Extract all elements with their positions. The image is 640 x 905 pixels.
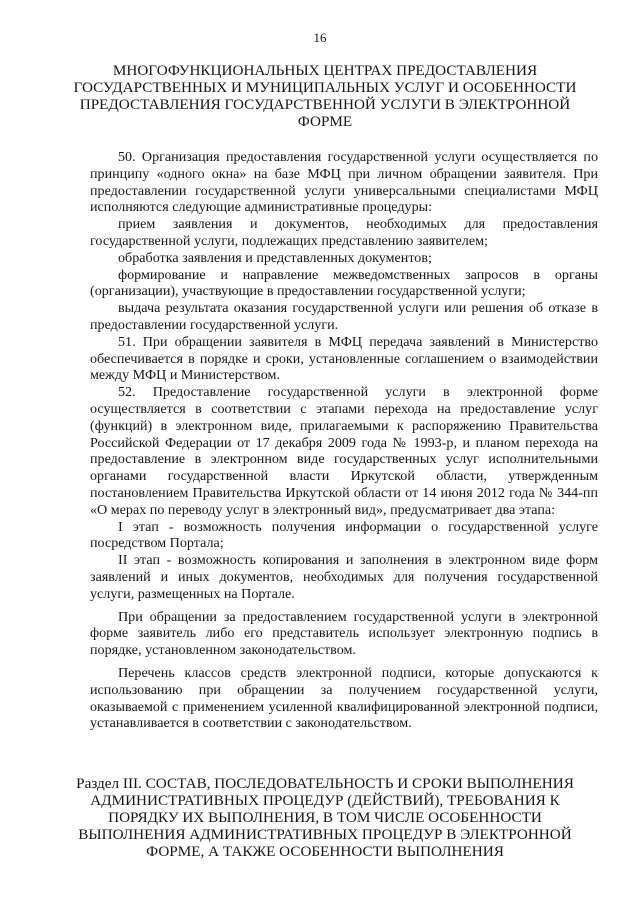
paragraph: При обращении за предоставлением государственной услуги в электронной форме заявитель либо его представитель использует электронную подпись в порядке, установленном законодательством. <box>90 608 598 659</box>
heading-line: ФОРМЕ <box>297 113 353 130</box>
heading-line: АДМИНИСТРАТИВНЫХ ПРОЦЕДУР (ДЕЙСТВИЙ), ТРЕБОВАНИЯ К <box>90 792 560 809</box>
paragraph-52: 52. Предоставление государственной услуги в электронной форме осуществляется в соответствии с этапами перехода на предоставление услуг (функций) в электронном виде, прилагаемыми к распоряжению Правительства Российской Федерации от 17 декабря 2009 года № 1993-р, и планом перехода на предоставление в электронном виде государственных услуг исполнительными органами государственной власти Иркутской области, утвержденным постановлением Правительства Иркутской области от 14 июня 2012 года № 344-пп «О мерах по переводу услуг в электронный вид», предусматривает два этапа: <box>90 384 598 518</box>
heading-line: Раздел III. СОСТАВ, ПОСЛЕДОВАТЕЛЬНОСТЬ И СРОКИ ВЫПОЛНЕНИЯ <box>76 775 574 792</box>
page-number: 16 <box>313 30 327 45</box>
paragraph: Перечень классов средств электронной подписи, которые допускаются к использованию при обращении за получением государственной услуги, оказываемой с применением усиленной квалифицированной электронной подписи, устанавливается в соответствии с законодательством. <box>90 664 598 732</box>
list-item: выдача результата оказания государственной услуги или решения об отказе в предоставлении государственной услуги. <box>90 300 598 333</box>
heading-line: ВЫПОЛНЕНИЯ АДМИНИСТРАТИВНЫХ ПРОЦЕДУР В ЭЛЕКТРОННОЙ <box>78 826 572 843</box>
heading-line: МНОГОФУНКЦИОНАЛЬНЫХ ЦЕНТРАХ ПРЕДОСТАВЛЕНИЯ <box>112 62 538 79</box>
heading-line: ФОРМЕ, А ТАКЖЕ ОСОБЕННОСТИ ВЫПОЛНЕНИЯ <box>146 843 504 860</box>
heading-line: ПОРЯДКУ ИХ ВЫПОЛНЕНИЯ, В ТОМ ЧИСЛЕ ОСОБЕННОСТИ <box>108 809 542 826</box>
heading-line: ПРЕДОСТАВЛЕНИЯ ГОСУДАРСТВЕННОЙ УСЛУГИ В ЭЛЕКТРОННОЙ <box>79 96 571 113</box>
document-body <box>90 149 598 732</box>
list-item: обработка заявления и представленных документов; <box>118 249 432 266</box>
stage-one: I этап - возможность получения информации о государственной услуге посредством Портала; <box>90 518 598 552</box>
section-heading-top <box>70 62 580 130</box>
paragraph-51: 51. При обращении заявителя в МФЦ передача заявлений в Министерство обеспечивается в порядке и сроки, установленные соглашением о взаимодействии между МФЦ и Министерством. <box>90 333 598 384</box>
list-item: прием заявления и документов, необходимых для предоставления государственной услуги, подлежащих представлению заявителем; <box>90 216 598 249</box>
paragraph-50: 50. Организация предоставления государственной услуги осуществляется по принципу «одного окна» на базе МФЦ при личном обращении заявителя. При предоставлении государственной услуги универсальными специалистами МФЦ исполняются следующие административные процедуры: <box>90 149 598 216</box>
stage-two: II этап - возможность копирования и заполнения в электронном виде форм заявлений и иных документов, необходимых для получения государственной услуги, размещенных на Портале. <box>90 552 598 602</box>
heading-line: ГОСУДАРСТВЕННЫХ И МУНИЦИПАЛЬНЫХ УСЛУГ И ОСОБЕННОСТИ <box>73 79 577 96</box>
list-item: формирование и направление межведомственных запросов в органы (организации), участвующие в предоставлении государственной услуги; <box>90 266 598 300</box>
section-heading-iii <box>70 775 580 860</box>
